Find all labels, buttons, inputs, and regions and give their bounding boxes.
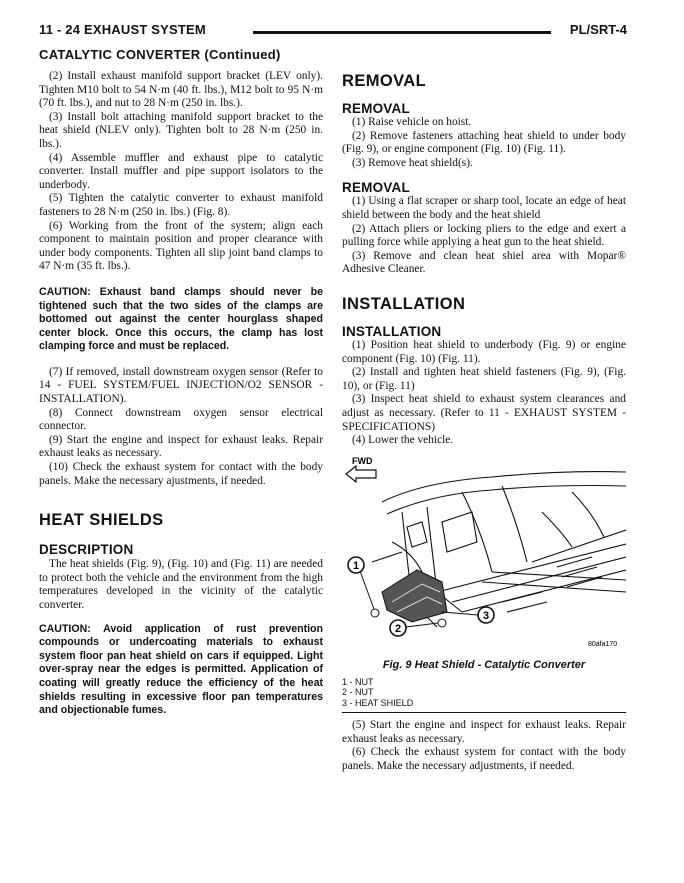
header-rule <box>253 31 551 34</box>
step: (5) Tighten the catalytic converter to exhaust manifold fasteners to 28 N·m (250 in. lbs.) (Fig. 8). <box>39 192 323 218</box>
step: (4) Lower the vehicle. <box>352 434 454 447</box>
step: (5) Start the engine and inspect for exhaust leaks. Repair exhaust leaks as necessary. <box>342 719 626 745</box>
legend-divider <box>342 712 626 713</box>
figure-heat-shield <box>342 452 626 657</box>
legend-item: 1 - NUT <box>342 676 374 687</box>
step: (3) Inspect heat shield to exhaust system clearances and adjust as necessary. (Refer to 11 - EXHAUST SYSTEM - SPECIFICATIONS) <box>342 393 626 433</box>
fwd-arrow-icon <box>346 466 376 482</box>
heat-shields-heading: HEAT SHIELDS <box>39 511 164 530</box>
figure-legend <box>342 677 626 709</box>
step: (2) Attach pliers or locking pliers to the edge and exert a pulling force while applying a heat gun to the heat shield. <box>342 222 626 249</box>
step: (1) Raise vehicle on hoist. <box>352 116 472 128</box>
removal-heading-2: REMOVAL <box>342 180 410 196</box>
step: (2) Install exhaust manifold support bracket (LEV only). Tighten M10 bolt to 54 N·m (40 ft. lbs.), M12 bolt to 95 N·m (70 ft. lbs.), and nut to 28 N·m (250 in. lbs.). <box>39 70 323 110</box>
step: (3) Install bolt attaching manifold support bracket to the heat shield (NLEV only). Tighten bolt to 28 N·m (250 in. lbs.). <box>39 110 323 150</box>
section-subtitle: CATALYTIC CONVERTER (Continued) <box>39 47 281 62</box>
callout-1 <box>348 557 364 573</box>
callout-3-label: 3 <box>482 609 490 622</box>
removal-heading-1: REMOVAL <box>342 101 410 116</box>
fwd-label: FWD <box>352 455 373 466</box>
description-heading: DESCRIPTION <box>39 542 134 558</box>
left-column <box>39 70 323 718</box>
callout-2 <box>390 620 406 636</box>
step: (6) Check the exhaust system for contact with the body panels. Make the necessary adjustments, if needed. <box>342 746 626 772</box>
step: (6) Working from the front of the system; align each component to maintain position and proper clearance with under body components. Tighten all slip joint band clamps to 47 N·m (35 ft. lbs.). <box>39 219 323 273</box>
callout-2-label: 2 <box>394 622 402 635</box>
right-column <box>342 70 626 774</box>
callout-1-label: 1 <box>352 559 360 572</box>
step: (2) Install and tighten heat shield fasteners (Fig. 9), (Fig. 10), or (Fig. 11) <box>342 366 626 392</box>
description-text: The heat shields (Fig. 9), (Fig. 10) and (Fig. 11) are needed to protect both the vehicle and the environment from the high temperatures developed in the vicinity of the catalytic converter. <box>39 558 323 611</box>
step: (4) Assemble muffler and exhaust pipe to catalytic converter. Install muffler and pipe support isolators to the underbody. <box>39 151 323 191</box>
legend-item: 2 - NUT <box>342 687 374 698</box>
caution-band-clamps: CAUTION: Exhaust band clamps should never be tightened such that the two sides of the clamps are bottomed out against the center hourglass shaped center block. Once this occurs, the clamp has lost clamping force and must be replaced. <box>39 285 323 353</box>
heat-shield-diagram <box>342 452 626 657</box>
step: (2) Remove fasteners attaching heat shield to under body (Fig. 9), or engine component (Fig. 10) (Fig. 11). <box>342 129 626 156</box>
step: (3) Remove and clean heat shiel area with Mopar® Adhesive Cleaner. <box>342 249 626 276</box>
step: (3) Remove heat shield(s). <box>352 156 473 169</box>
step: (10) Check the exhaust system for contact with the body panels. Make the necessary ajustments, if needed. <box>39 461 323 487</box>
step: (1) Position heat shield to underbody (Fig. 9) or engine component (Fig. 10) (Fig. 11). <box>342 338 626 365</box>
figure-code: 80afa170 <box>588 640 618 648</box>
page-header <box>39 22 627 42</box>
callout-3 <box>478 607 494 623</box>
step: (9) Start the engine and inspect for exhaust leaks. Repair exhaust leaks as necessary. <box>39 433 323 460</box>
step: (1) Using a flat scraper or sharp tool, locate an edge of heat shield between the body and the heat shield <box>342 195 626 221</box>
step: (8) Connect downstream oxygen sensor electrical connector. <box>39 406 323 433</box>
figure-caption: Fig. 9 Heat Shield - Catalytic Converter <box>382 658 586 671</box>
removal-main-heading: REMOVAL <box>342 72 427 90</box>
step: (7) If removed, install downstream oxygen sensor (Refer to 14 - FUEL SYSTEM/FUEL INJECTION/O2 SENSOR - INSTALLATION). <box>39 365 323 406</box>
model-code: PL/SRT-4 <box>569 22 627 37</box>
caution-undercoating: CAUTION: Avoid application of rust prevention compounds or undercoating materials to exhaust system floor pan heat shield on cars if equipped. Light over-spray near the edges is permitted. Application of coating will greatly reduce the efficiency of the heat shields resulting in excessive floor pan temperatures and objectionable fumes. <box>39 622 323 717</box>
page-section: 11 - 24 EXHAUST SYSTEM <box>39 22 206 37</box>
legend-item: 3 - HEAT SHIELD <box>342 697 414 708</box>
installation-main-heading: INSTALLATION <box>342 294 466 313</box>
installation-heading: INSTALLATION <box>342 323 442 339</box>
